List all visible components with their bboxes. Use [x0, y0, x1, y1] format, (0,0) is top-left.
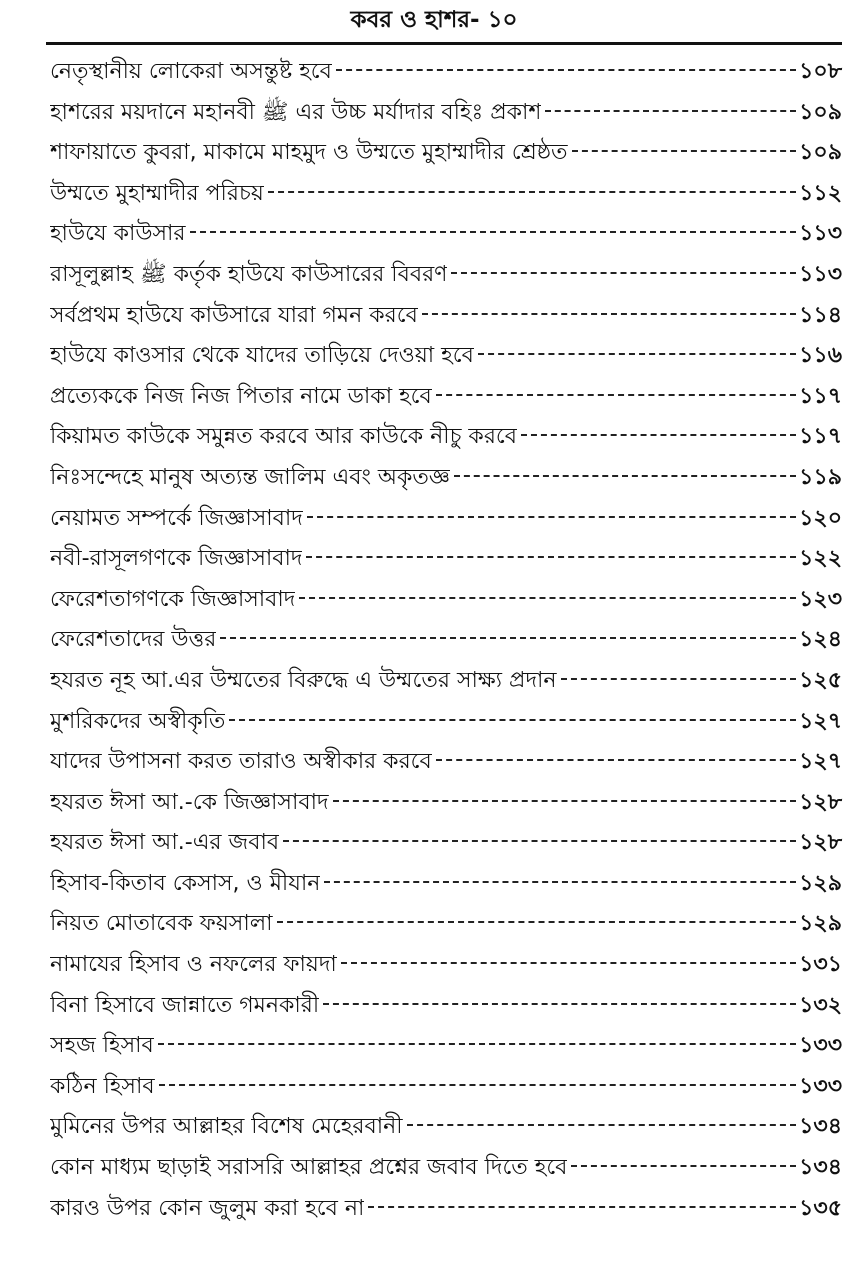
dotted-leader: [159, 1082, 797, 1086]
toc-entry: [50, 133, 842, 174]
dotted-leader: [561, 676, 797, 680]
toc-entry-title: নিঃসন্দেহে মানুষ অত্যন্ত জালিম এবং অকৃতজ্ঞ: [50, 464, 450, 490]
toc-entry-title: কিয়ামত কাউকে সমুন্নত করবে আর কাউকে নীচু করবে: [50, 424, 518, 450]
toc-entry-title: নেয়ামত সম্পর্কে জিজ্ঞাসাবাদ: [50, 505, 303, 531]
toc-entry-title: মুশরিকদের অস্বীকৃতি: [50, 708, 226, 734]
toc-entry: [50, 336, 842, 377]
toc-entry-page: ১০৯: [799, 140, 842, 166]
toc-entry-title: সহজ হিসাব: [50, 1033, 154, 1059]
toc-entry-title: মুমিনের উপর আল্লাহর বিশেষ মেহেরবানী: [50, 1114, 403, 1140]
dotted-leader: [307, 514, 796, 518]
toc-entry-title: কারও উপর কোন জুলুম করা হবে না: [50, 1195, 365, 1221]
toc-entry: [50, 580, 842, 621]
toc-entry-page: ১১৪: [799, 302, 842, 328]
toc-entry-page: ১৩২: [799, 992, 842, 1018]
dotted-leader: [336, 67, 796, 71]
toc-entry-page: ১২৫: [799, 667, 842, 693]
toc-entry-title: হিসাব-কিতাব কেসাস, ও মীযান: [50, 870, 321, 896]
dotted-leader: [422, 311, 796, 315]
toc-entry: [50, 945, 842, 986]
toc-entry-page: ১২২: [799, 546, 842, 572]
toc-entry-title: প্রত্যেককে নিজ নিজ পিতার নামে ডাকা হবে: [50, 383, 432, 409]
toc-entry-page: ১২৮: [799, 830, 842, 856]
toc-entry-title: রাসূলুল্লাহ ﷺ কর্তৃক হাউযে কাউসারের বিবরণ: [50, 261, 448, 287]
toc-entry-page: ১২৯: [799, 911, 842, 937]
toc-entry: [50, 702, 842, 743]
toc-entry: [50, 1148, 842, 1189]
dotted-leader: [436, 757, 796, 761]
toc-entry: [50, 986, 842, 1027]
toc-entry: [50, 864, 842, 905]
toc-entry-title: সর্বপ্রথম হাউযে কাউসারে যারা গমন করবে: [50, 302, 418, 328]
toc-entry-page: ১১৭: [799, 424, 842, 450]
toc-entry-title: কঠিন হিসাব: [50, 1073, 155, 1099]
toc-entry-page: ১০৯: [799, 99, 842, 125]
dotted-leader: [571, 1163, 796, 1167]
dotted-leader: [341, 960, 796, 964]
toc-entry-title: নবী-রাসূলগণকে জিজ্ঞাসাবাদ: [50, 546, 303, 572]
toc-entry: [50, 1189, 842, 1230]
toc-entry: [50, 539, 842, 580]
toc-entry-page: ১১৩: [799, 221, 842, 247]
dotted-leader: [545, 108, 796, 112]
toc-entry-page: ১১২: [799, 180, 842, 206]
toc-entry-page: ১২৪: [799, 627, 842, 653]
toc-entry-title: বিনা হিসাবে জান্নাতে গমনকারী: [50, 992, 320, 1018]
dotted-leader: [521, 432, 796, 436]
toc-entry: [50, 742, 842, 783]
toc-entry-title: হযরত নূহ আ.এর উম্মতের বিরুদ্ধে এ উম্মতের সাক্ষ্য প্রদান: [50, 667, 557, 693]
dotted-leader: [478, 351, 796, 355]
toc-entry-title: হাউযে কাওসার থেকে যাদের তাড়িয়ে দেওয়া হবে: [50, 343, 474, 369]
toc-entry-page: ১৩৪: [799, 1114, 842, 1140]
toc-entry-page: ১২৭: [799, 708, 842, 734]
dotted-leader: [158, 1041, 796, 1045]
toc-entry: [50, 499, 842, 540]
toc-entry-page: ১২৮: [799, 789, 842, 815]
toc-entry: [50, 661, 842, 702]
dotted-leader: [333, 798, 797, 802]
dotted-leader: [454, 473, 796, 477]
toc-entry: [50, 93, 842, 134]
toc-entry-page: ১২৯: [799, 870, 842, 896]
toc-entry: [50, 417, 842, 458]
toc-entry: [50, 1067, 842, 1108]
toc-entry-title: হযরত ঈসা আ.-এর জবাব: [50, 830, 280, 856]
dotted-leader: [323, 1001, 796, 1005]
toc-entry-title: নেতৃস্থানীয় লোকেরা অসন্তুষ্ট হবে: [50, 59, 332, 84]
toc-entry-page: ১৩৫: [799, 1195, 842, 1221]
toc-entry: [50, 823, 842, 864]
toc-entry: [50, 1107, 842, 1148]
dotted-leader: [572, 148, 797, 152]
dotted-leader: [190, 229, 797, 233]
toc-entry: [50, 458, 842, 499]
toc-entry-page: ১৩৩: [799, 1033, 842, 1059]
toc-entry-title: হাউযে কাউসার: [50, 221, 186, 247]
dotted-leader: [451, 270, 796, 274]
dotted-leader: [299, 595, 796, 599]
header-rule: [46, 42, 842, 45]
toc-entry: [50, 296, 842, 337]
toc-entry: [50, 377, 842, 418]
toc-entry-title: কোন মাধ্যম ছাড়াই সরাসরি আল্লাহর প্রশ্নের জবাব দিতে হবে: [50, 1155, 568, 1181]
dotted-leader: [436, 392, 796, 396]
dotted-leader: [407, 1122, 797, 1126]
toc-entry-title: হযরত ঈসা আ.-কে জিজ্ঞাসাবাদ: [50, 789, 329, 815]
toc-entry-page: ১২৩: [799, 586, 842, 612]
dotted-leader: [277, 919, 797, 923]
toc-entry-page: ১২০: [799, 505, 842, 531]
toc-entry-title: শাফায়াতে কুবরা, মাকামে মাহমুদ ও উম্মতে মুহাম্মাদীর শ্রেষ্ঠত: [50, 140, 568, 166]
toc-entry: [50, 174, 842, 215]
dotted-leader: [268, 189, 796, 193]
toc-entry-page: ১৩৩: [799, 1073, 842, 1099]
toc-entry: [50, 52, 842, 93]
dotted-leader: [229, 717, 796, 721]
toc-entry: [50, 783, 842, 824]
toc-entry-page: ১১৯: [799, 464, 842, 490]
dotted-leader: [220, 635, 796, 639]
toc-entry-page: ১১৩: [799, 261, 842, 287]
toc-entry-title: নিয়ত মোতাবেক ফয়সালা: [50, 911, 273, 937]
toc-entry-title: হাশরের ময়দানে মহানবী ﷺ এর উচ্চ মর্যাদার বহিঃ প্রকাশ: [50, 99, 542, 125]
dotted-leader: [368, 1204, 796, 1208]
toc-entry-title: ফেরেশতাদের উত্তর: [50, 627, 217, 653]
dotted-leader: [324, 879, 796, 883]
toc-entry-page: ১৩১: [799, 952, 842, 978]
page-header: কবর ও হাশর- ১০: [350, 7, 518, 33]
toc-entry-page: ১১৬: [799, 343, 842, 369]
toc-entry: [50, 255, 842, 296]
toc-entry: [50, 904, 842, 945]
dotted-leader: [283, 838, 796, 842]
toc-entry-page: ১২৭: [799, 749, 842, 775]
toc-entry-page: ১৩৪: [799, 1155, 842, 1181]
toc-entry-title: উম্মতে মুহাম্মাদীর পরিচয়: [50, 180, 264, 206]
toc-entry: [50, 214, 842, 255]
dotted-leader: [306, 554, 796, 558]
toc-entry-title: নামাযের হিসাব ও নফলের ফায়দা: [50, 952, 337, 978]
toc-entry-page: ১১৭: [799, 383, 842, 409]
toc-entry-title: ফেরেশতাগণকে জিজ্ঞাসাবাদ: [50, 586, 296, 612]
toc-entry: [50, 620, 842, 661]
table-of-contents: [50, 52, 842, 1229]
toc-entry: [50, 1026, 842, 1067]
toc-entry-title: যাদের উপাসনা করত তারাও অস্বীকার করবে: [50, 749, 432, 775]
toc-entry-page: ১০৮: [799, 59, 842, 84]
